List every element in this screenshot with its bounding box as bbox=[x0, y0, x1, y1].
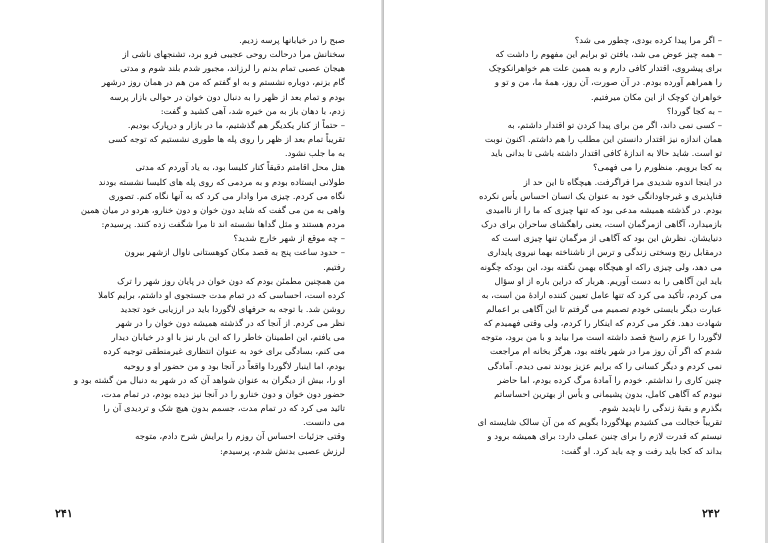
text-line: می یافتم، این اطمینان خاطر را که این بار نیز با او در خیابان دیدار bbox=[111, 333, 345, 344]
text-line: شدم که اگر آن روز مرا در شهر یافته بود، هرگز بخانه ام مراجعت bbox=[490, 347, 722, 358]
text-line: واهی به من می گفت که شاید دون خوان و دون خنارو، هردو در میان همین bbox=[80, 205, 345, 216]
text-line: بداند که کجا باید رفت و چه باید کرد. او گفت: bbox=[561, 446, 722, 457]
text-line: به کجا برویم. منظورم را می فهمی؟ bbox=[593, 163, 722, 174]
text-line: به ما جلب نشود. bbox=[284, 149, 345, 160]
text-line: زدم، با دهان باز به من خیره شد، آهی کشید و گفت: bbox=[160, 106, 345, 117]
text-line: – همه چیز عوض می شد، یافتن تو برایم این مفهوم را داشت که bbox=[495, 50, 722, 61]
text-line: – اگر مرا پیدا کرده بودی، چطور می شد؟ bbox=[574, 36, 722, 46]
right-page-number: ۲۴۲ bbox=[702, 507, 720, 520]
text-line: روشن شد. با توجه به حرفهای لاگوردا باید در ارزیابی خود تجدید bbox=[120, 304, 345, 315]
text-line: – حتماً از کنار یکدیگر هم گذشتیم، ما در بازار و درپارک بودیم. bbox=[127, 120, 345, 131]
text-line: خواهران کوچک از این مکان میرفتیم. bbox=[590, 92, 722, 103]
text-line: هتل محل اقامتم دقیقاً کنار کلیسا بود، به یاد آوردم که مدتی bbox=[135, 163, 345, 174]
text-line: چنین کاری را نداشتم. خودم را آمادهٔ مرگ کرده بودم، اما حاضر bbox=[497, 375, 722, 386]
text-line: می دهد، ولی چیزی راکه او هیچگاه بهمن نگفته بود، این بودکه چگونه bbox=[480, 262, 722, 273]
text-line: لرزش عصبی بدنش شدم، پرسیدم: bbox=[220, 446, 345, 457]
text-line: کرده است، احساسی که در تمام مدت جستجوی او داشتم، برایم کاملا bbox=[98, 290, 345, 301]
text-line: مردم هستند و مثل گداها نشسته اند تا مرا شگفت زده کنند. پرسیدم: bbox=[101, 220, 345, 231]
text-line: لاگوردا را عزم راسخ قصد داشته است مرا بیابد و با من برود، متوجه bbox=[480, 333, 722, 344]
text-line: نگاه می کردم. چیزی مرا وادار می کرد که به آنها نگاه کنم. تصوری bbox=[108, 191, 345, 202]
text-line: بودم و تمام بعد از ظهر را به دنبال دون خوان در حوالی بازار پرسه bbox=[109, 92, 345, 103]
text-line: تائید می کرد که در تمام مدت، جسمم بدون هیچ شک و تردیدی آن را bbox=[103, 404, 345, 415]
text-line: – کسی نمی داند، اگر من برای پیدا کردن تو اقتدار داشتم، به bbox=[507, 120, 722, 131]
text-line: تو است. شاید حالا به اندازهٔ کافی اقتدار داشته باشی تا بدانی باید bbox=[490, 149, 722, 160]
text-line: سخنانش مرا درحالت روحی عجیبی فرو برد، تشنجهای ناشی از bbox=[122, 50, 345, 61]
text-line: عبارت دیگر بایستی خودم تصمیم می گرفتم تا این آگاهی بر اعمالم bbox=[486, 304, 722, 315]
text-line: دنیایشان. نظرش این بود که آگاهی از مرگمان تنها چیزی است که bbox=[491, 234, 722, 245]
left-page-number: ۲۴۱ bbox=[55, 507, 73, 520]
text-line: تقریباً تمام بعد از ظهر را روی پله ها طوری نشستیم که توجه کسی bbox=[108, 135, 345, 146]
text-line: گام بزنم، دوباره نشستم و به او گفتم که من هم در همان روز درشهر bbox=[101, 78, 345, 89]
right-page bbox=[384, 0, 768, 543]
text-line: نبودم که آگاهی کامل، بدون پشیمانی و یأس از بهترین احساساتم bbox=[494, 389, 722, 400]
text-line: طولانی ایستاده بودم و به مردمی که روی پله های کلیسا نشسته بودند bbox=[98, 177, 345, 188]
text-line: همان اندازه نیز اقتدار دانستن این مطلب را هم داشتم. اکنون نوبت bbox=[484, 135, 722, 146]
text-line: را همراهم آورده بودم. در آن صورت، آن روز، همهٔ ما، من و تو و bbox=[494, 78, 722, 89]
text-line: شهادت دهد. فکر می کردم که اینکار را کردم، ولی وقتی فهمیدم که bbox=[483, 319, 722, 330]
text-line: – به کجا گوردا؟ bbox=[666, 106, 722, 117]
text-line: بازمیدارد، آگاهی ازمرگمان است، یعنی راهگشای ساحران برای درک bbox=[481, 220, 722, 231]
text-line: من همچنین مطمئن بودم که دون خوان در پایان روز شهر را ترک bbox=[117, 276, 345, 287]
text-line: تقریباً خجالت می کشیدم بهلاگوردا بگویم که من آن سالک شایسته ای bbox=[477, 418, 722, 429]
text-line: درمقابل رنج وسختی زندگی و ترس از ناشناخته بهما نیروی پایداری bbox=[487, 248, 722, 259]
text-line: می دانست. bbox=[303, 418, 345, 429]
text-line: بودم، اما اینبار لاگوردا واقعاً در آنجا بود و من حضور او و روحیه bbox=[123, 361, 345, 372]
text-line: می کردم، تأکید می کرد که تنها عامل تعیین کننده ارادهٔ من است، به bbox=[481, 290, 722, 301]
text-line: می کنم، بسادگی برای خود به عنوان انتظاری غیرمنطقی توجیه کرده bbox=[103, 347, 345, 358]
text-line: بودم. در گذشته همیشه مدعی بود که تنها چیزی که ما را از ناامیدی bbox=[485, 205, 722, 216]
text-line: صبح را در خیابانها پرسه زدیم. bbox=[239, 36, 345, 46]
text-line: فناپذیری و غیرجاودانگی خود به عنوان یک انسان احساس یأس نکرده bbox=[478, 191, 722, 202]
text-line: باید این آگاهی را به دست آوریم. هربار که دراین باره از او سؤال bbox=[494, 276, 722, 287]
text-line: وقتی جزئیات احساس آن روزم را برایش شرح دادم، متوجه bbox=[135, 432, 345, 443]
right-page-text bbox=[422, 34, 722, 459]
text-line: هیجان عصبی تمام بدنم را لرزاند، مجبور شدم بلند شوم و مدتی bbox=[120, 64, 345, 75]
text-line: – چه موقع از شهر خارج شدید؟ bbox=[233, 234, 345, 245]
text-line: برای پیشروی، اقتدار کافی دارم و به همین علت هم خواهرانکوچک bbox=[488, 64, 722, 75]
text-line: رفتیم. bbox=[323, 262, 345, 273]
text-line: نظر می کردم. از آنجا که در گذشته همیشه دون خوان را در شهر bbox=[116, 319, 345, 330]
text-line: نمی کردم و دیگر کسانی را که برایم عزیز بودند نمی دیدم. آمادگی bbox=[487, 361, 722, 372]
left-page-text bbox=[55, 34, 345, 459]
text-line: – حدود ساعت پنج به قصد مکان کوهستانی ناوال ازشهر بیرون bbox=[124, 248, 345, 259]
text-line: بگذرم و بقیهٔ زندگی را ناپدید شوم. bbox=[599, 404, 722, 415]
text-line: او را، بیش از دیگران به عنوان شواهد آن که در شهر به دنبال من گشته بود و bbox=[74, 375, 345, 386]
text-line: نیستم که قدرت لازم را برای چنین عملی دارد: برای همیشه برود و bbox=[487, 432, 722, 443]
text-line: حضور دون خوان و دون خنارو را در آنجا نیز دیده بودم، در تمام مدت، bbox=[100, 389, 345, 400]
text-line: در اینجا اندوه شدیدی مرا فراگرفت. هیچگاه تا این حد از bbox=[523, 177, 722, 188]
